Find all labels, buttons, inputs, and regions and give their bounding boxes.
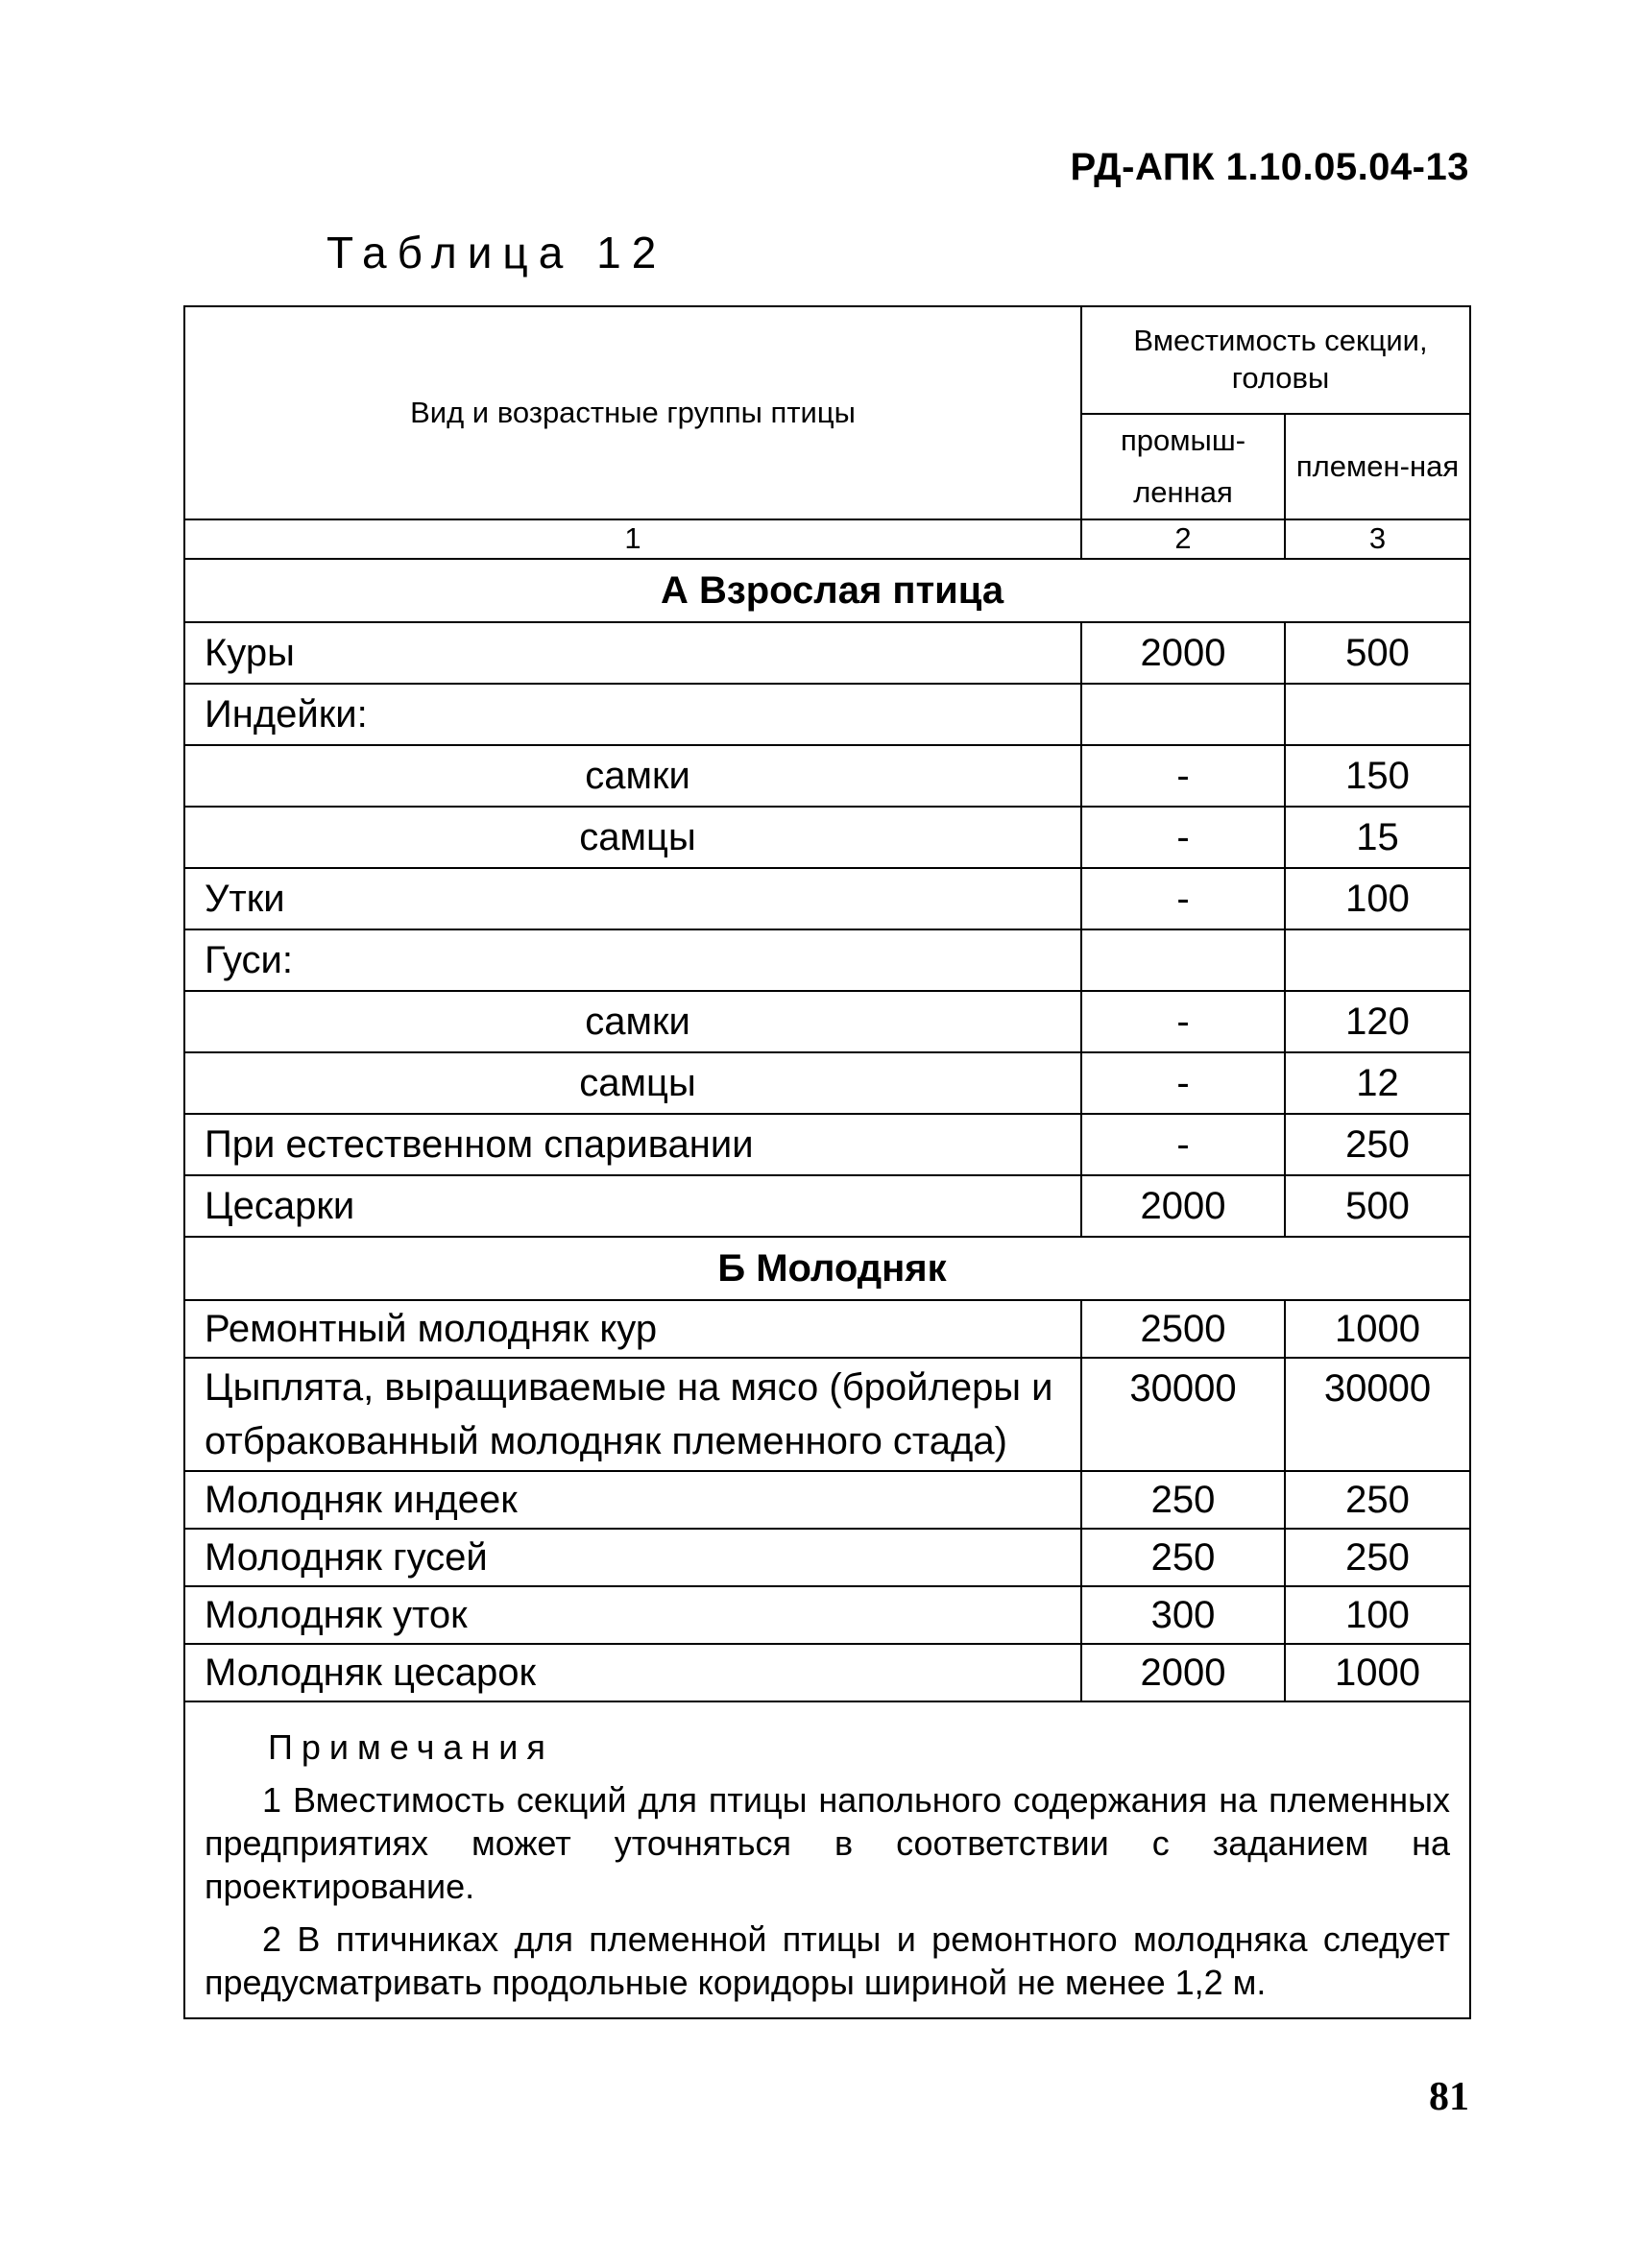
table-row (184, 1052, 1470, 1114)
column-number: 2 (1081, 519, 1285, 559)
breeding-value: 250 (1285, 1529, 1470, 1586)
row-name: Молодняк цесарок (184, 1644, 1081, 1701)
row-name: самки (184, 991, 1081, 1052)
column-number-row (184, 519, 1470, 559)
row-name: Гуси: (184, 929, 1081, 991)
table-row (184, 1644, 1470, 1701)
table-row (184, 622, 1470, 684)
section-title-young: Б Молодняк (184, 1237, 1470, 1300)
page-number: 81 (1429, 2075, 1469, 2119)
table-row (184, 1529, 1470, 1586)
row-name: Индейки: (184, 684, 1081, 745)
notes-title: Примечания (268, 1726, 554, 1767)
breeding-value (1285, 684, 1470, 745)
industrial-value: - (1081, 991, 1285, 1052)
table-row (184, 1471, 1470, 1529)
table-row (184, 807, 1470, 868)
column-number: 3 (1285, 519, 1470, 559)
breeding-value: 30000 (1285, 1358, 1470, 1471)
column-number: 1 (184, 519, 1081, 559)
industrial-value: 2000 (1081, 1644, 1285, 1701)
header-row (184, 306, 1470, 414)
section-title-adult: А Взрослая птица (184, 559, 1470, 622)
row-name: Цесарки (184, 1175, 1081, 1237)
breeding-value: 150 (1285, 745, 1470, 807)
row-name: Цыплята, выращиваемые на мясо (бройлеры и отбракованный молодняк племенного стада) (184, 1358, 1081, 1471)
row-name: Молодняк индеек (184, 1471, 1081, 1529)
breeding-value: 1000 (1285, 1300, 1470, 1358)
breeding-value: 500 (1285, 622, 1470, 684)
industrial-value: 30000 (1081, 1358, 1285, 1471)
table-row (184, 1358, 1470, 1471)
table-caption: Таблица 12 (326, 228, 667, 277)
table-row (184, 868, 1470, 929)
industrial-value: 300 (1081, 1586, 1285, 1644)
row-name: Куры (184, 622, 1081, 684)
header-species: Вид и возрастные группы птицы (184, 306, 1081, 519)
industrial-value: - (1081, 745, 1285, 807)
industrial-value: - (1081, 868, 1285, 929)
notes-row (184, 1701, 1470, 2018)
industrial-value: 2000 (1081, 1175, 1285, 1237)
notes-section (184, 1701, 1470, 2018)
note-item: 1 Вместимость секций для птицы напольного содержания на племенных предприятиях может уточняться в соответствии с заданием на проектирование. (205, 1779, 1451, 1906)
table-row (184, 991, 1470, 1052)
header-industrial: промыш-ленная (1081, 414, 1285, 519)
row-name: Молодняк гусей (184, 1529, 1081, 1586)
row-name: самцы (184, 807, 1081, 868)
header-breeding: племен-ная (1285, 414, 1470, 519)
breeding-value: 500 (1285, 1175, 1470, 1237)
section-row (184, 1237, 1470, 1300)
header-capacity: Вместимость секции, головы (1081, 306, 1470, 414)
breeding-value: 250 (1285, 1114, 1470, 1175)
industrial-value: 2000 (1081, 622, 1285, 684)
industrial-value: 250 (1081, 1529, 1285, 1586)
industrial-value: 2500 (1081, 1300, 1285, 1358)
table-row (184, 1114, 1470, 1175)
table-row (184, 745, 1470, 807)
row-name: Молодняк уток (184, 1586, 1081, 1644)
breeding-value: 12 (1285, 1052, 1470, 1114)
industrial-value: - (1081, 1052, 1285, 1114)
breeding-value: 100 (1285, 868, 1470, 929)
breeding-value: 120 (1285, 991, 1470, 1052)
row-name: самки (184, 745, 1081, 807)
industrial-value (1081, 929, 1285, 991)
row-name: Утки (184, 868, 1081, 929)
row-name: Ремонтный молодняк кур (184, 1300, 1081, 1358)
table-row (184, 684, 1470, 745)
industrial-value: 250 (1081, 1471, 1285, 1529)
table-row (184, 1300, 1470, 1358)
breeding-value: 1000 (1285, 1644, 1470, 1701)
industrial-value (1081, 684, 1285, 745)
row-name: При естественном спаривании (184, 1114, 1081, 1175)
industrial-value: - (1081, 1114, 1285, 1175)
note-item: 2 В птичниках для племенной птицы и ремонтного молодняка следует предусматривать продольные коридоры шириной не менее 1,2 м. (205, 1918, 1451, 2002)
breeding-value: 250 (1285, 1471, 1470, 1529)
breeding-value: 100 (1285, 1586, 1470, 1644)
document-code: РД-АПК 1.10.05.04-13 (1070, 146, 1469, 188)
section-row (184, 559, 1470, 622)
industrial-value: - (1081, 807, 1285, 868)
table-row (184, 1586, 1470, 1644)
row-name: самцы (184, 1052, 1081, 1114)
table-row (184, 1175, 1470, 1237)
capacity-table (183, 305, 1471, 2019)
table-row (184, 929, 1470, 991)
breeding-value (1285, 929, 1470, 991)
breeding-value: 15 (1285, 807, 1470, 868)
